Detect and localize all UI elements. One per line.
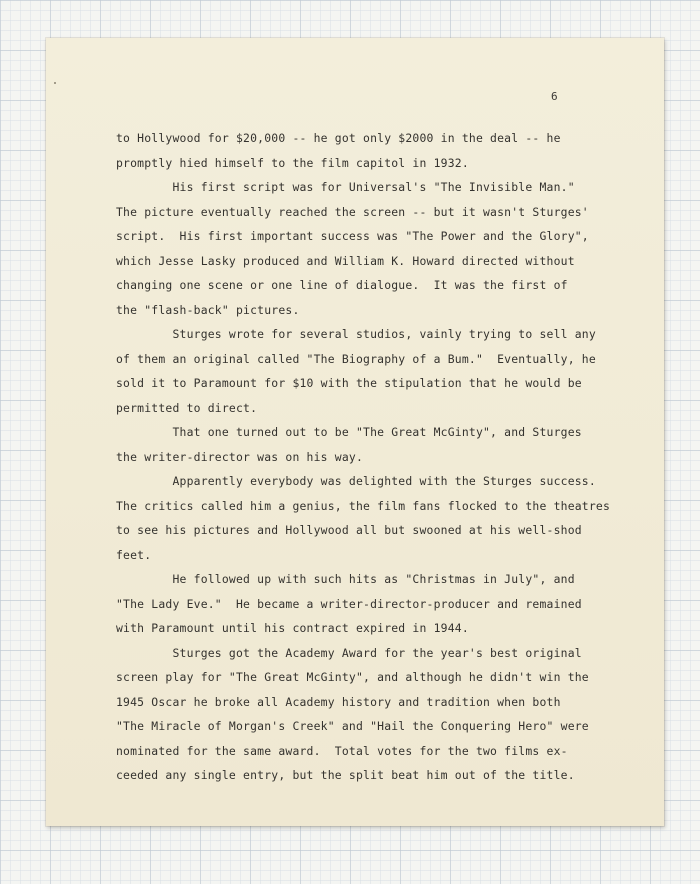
text-line: the writer-director was on his way.: [116, 449, 364, 464]
text-line: 1945 Oscar he broke all Academy history and tradition when both: [116, 694, 561, 709]
paper-speck: [54, 82, 56, 84]
text-line: script. His first important success was "The Power and the Glory",: [116, 229, 589, 243]
text-line: "The Miracle of Morgan's Creek" and "Hail the Conquering Hero" were: [116, 719, 589, 733]
text-line: nominated for the same award. Total votes for the two films ex-: [116, 743, 568, 758]
typewritten-page: [46, 38, 664, 826]
text-line: feet.: [116, 547, 152, 562]
text-line: "The Lady Eve." He became a writer-director-producer and remained: [116, 596, 582, 611]
text-line: with Paramount until his contract expired in 1944.: [116, 621, 469, 635]
text-line: of them an original called "The Biography of a Bum." Eventually, he: [116, 351, 596, 366]
body-text: [116, 126, 646, 788]
text-line: to Hollywood for $20,000 -- he got only $2000 in the deal -- he: [116, 131, 561, 145]
text-line: Apparently everybody was delighted with the Sturges success.: [116, 474, 596, 488]
text-line: the "flash-back" pictures.: [116, 302, 300, 317]
text-line: screen play for "The Great McGinty", and although he didn't win the: [116, 670, 589, 684]
text-line: changing one scene or one line of dialogue. It was the first of: [116, 278, 568, 292]
text-line: to see his pictures and Hollywood all but swooned at his well-shod: [116, 523, 582, 537]
text-line: The picture eventually reached the screen -- but it wasn't Sturges': [116, 204, 589, 219]
text-line: sold it to Paramount for $10 with the stipulation that he would be: [116, 376, 582, 390]
page-number: 6: [551, 90, 559, 103]
text-line: permitted to direct.: [116, 400, 258, 415]
text-line: He followed up with such hits as "Christmas in July", and: [116, 572, 575, 586]
text-line: Sturges wrote for several studios, vainly trying to sell any: [116, 327, 596, 341]
text-line: Sturges got the Academy Award for the year's best original: [116, 645, 582, 660]
text-line: His first script was for Universal's "The Invisible Man.": [116, 180, 575, 194]
text-line: That one turned out to be "The Great McGinty", and Sturges: [116, 425, 582, 439]
text-line: which Jesse Lasky produced and William K. Howard directed without: [116, 253, 575, 268]
text-line: The critics called him a genius, the film fans flocked to the theatres: [116, 498, 611, 513]
text-line: promptly hied himself to the film capitol in 1932.: [116, 155, 469, 170]
text-line: ceeded any single entry, but the split beat him out of the title.: [116, 768, 575, 782]
